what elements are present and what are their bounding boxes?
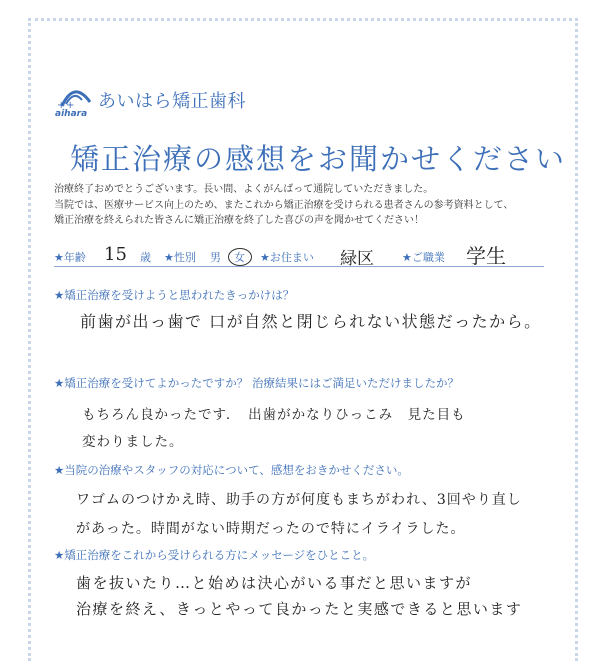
question-4: ★矯正治療をこれから受けられる方にメッセージをひとこと。 (54, 548, 375, 562)
answer-4 (76, 570, 522, 622)
intro-text (54, 182, 513, 229)
question-3: ★当院の治療やスタッフの対応について、感想をおきかせください。 (54, 463, 409, 477)
intro-line: 当院では、医療サービス向上のため、またこれから矯正治療を受けられる患者さんの参考資料として、 (54, 199, 514, 211)
intro-line: 矯正治療を終えられた皆さんに矯正治療を終了した喜びの声を聞かせてください！ (54, 215, 424, 226)
logo-text: aihara (55, 109, 88, 119)
patient-info-row (54, 244, 544, 267)
question-2: ★矯正治療を受けてよかったですか？ 治療結果にはご満足いただけましたか？ (54, 376, 459, 390)
answer-line: 治療を終え、きっとやって良かったと実感できると思います (76, 600, 523, 618)
clinic-name: あいはら矯正歯科 (98, 91, 246, 112)
page-frame (28, 18, 578, 661)
answer-line: 前歯が出っ歯で 口が自然と閉じられない状態だったから。 (80, 312, 542, 331)
svg-text:+: + (66, 100, 75, 111)
svg-text:+: + (57, 100, 66, 111)
address-label: ★お住まい (260, 251, 314, 264)
job-label: ★ご職業 (402, 251, 445, 264)
answer-line: 歯を抜いたり…と始めは決心がいる事だと思いますが (76, 574, 473, 592)
intro-line: 治療終了おめでとうございます。長い間、よくがんばって通院していただきました。 (54, 184, 434, 195)
age-unit: 歳 (140, 251, 151, 264)
question-1: ★矯正治療を受けようと思われたきっかけは？ (54, 288, 295, 302)
address-value: 緑区 (340, 249, 374, 269)
age-value: 15 (104, 244, 127, 265)
answer-line: 変わりました。 (82, 434, 184, 450)
age-label: ★年齢 (54, 251, 86, 264)
gender-label: ★性別 (164, 251, 196, 264)
job-value: 学生 (466, 244, 506, 268)
gender-female: 女 (234, 251, 245, 264)
gender-selected-circle (228, 248, 252, 266)
answer-2 (82, 402, 466, 456)
answer-3 (76, 486, 522, 544)
answer-line: があった。時間がない時期だったので特にイライラした。 (76, 521, 466, 537)
gender-male: 男 (210, 251, 221, 264)
answer-1 (80, 309, 542, 332)
answer-line: ワゴムのつけかえ時、助手の方が何度もまちがわれ、3回やり直し (76, 492, 522, 508)
answer-line: もちろん良かったです． 出歯がかなりひっこみ 見た目も (82, 407, 466, 423)
page-title: 矯正治療の感想をお聞かせください (70, 142, 567, 176)
